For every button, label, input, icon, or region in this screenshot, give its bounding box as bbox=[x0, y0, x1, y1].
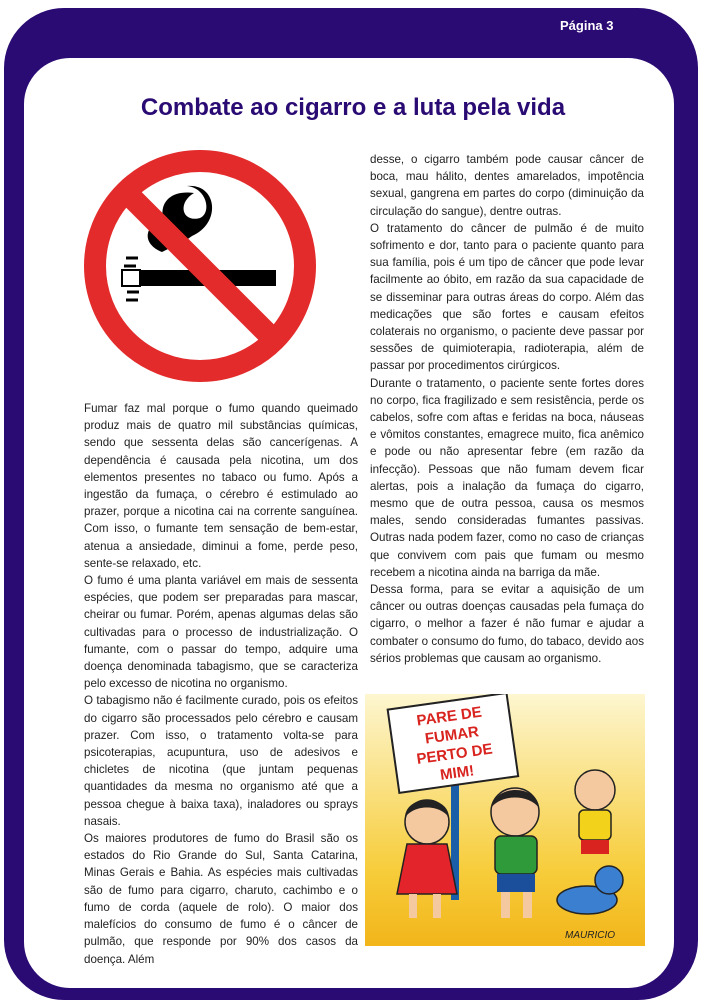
friend-character bbox=[575, 770, 615, 854]
paragraph: O fumo é uma planta variável em mais de sessenta espécies, que podem ser preparadas para mascar, cheirar ou fumar. Porém, apenas algumas delas são cultivadas para o processo de industrialização. O fumante, com o passar do tempo, adquire uma doença denominada tabagismo, que se caracteriza pelo excesso de nicotina no organismo. bbox=[84, 574, 358, 691]
girl-character bbox=[397, 800, 457, 918]
paragraph: Durante o tratamento, o paciente sente fortes dores no corpo, fica fragilizado e sem resistência, perde os cabelos, sofre com aftas e feridas na boca, náuseas e vômitos constantes, emagrece muito, fica anêmico e pode ou não apresentar febre (em razão da infecção). Pessoas que não fumam devem ficar alertas, pois a inalação da fumaça do cigarro, mesmo que de outra pessoa, causa os mesmos males, sendo consideradas fumantes passivas. Outras nada podem fazer, como no caso de crianças que convivem com pais que fumam ou mesmo recebem a nicotina ainda na barriga da mãe. bbox=[370, 376, 644, 579]
sign-text-line: MIM! bbox=[439, 762, 476, 784]
sign-text-line: PERTO DE bbox=[415, 740, 494, 769]
paragraph: Os maiores produtores de fumo do Brasil são os estados do Rio Grande do Sul, Santa Catarina, Minas Gerais e Bahia. As espécies mais cultivadas são de fumo para cigarro, charuto, cachimbo e o fumo de corda (aquele de rolo). O maior dos malefícios do consumo de fumo é o câncer de pulmão, que responde por 90% dos casos da doença. Além bbox=[84, 832, 358, 966]
no-smoking-icon bbox=[82, 148, 318, 384]
article-right-column bbox=[370, 151, 644, 667]
cartoon-illustration bbox=[365, 694, 645, 946]
page-number: Página 3 bbox=[560, 18, 614, 33]
cartoon-signature: MAURICIO bbox=[565, 930, 615, 941]
article-left-column bbox=[84, 400, 358, 968]
article-title: Combate ao cigarro e a luta pela vida bbox=[140, 94, 566, 121]
dog-character bbox=[557, 866, 623, 914]
paragraph: O tratamento do câncer de pulmão é de muito sofrimento e dor, tanto para o paciente quanto para sua família, pois é um tipo de câncer que pode levar facilmente ao óbito, em razão da sua capacidade de se disseminar para outras áreas do corpo. Além das medicações que são fortes e causam efeitos colaterais no organismo, o paciente deve passar por sessões de quimioterapia, radioterapia, além de passar por procedimentos cirúrgicos. bbox=[370, 221, 644, 373]
sign-text-line: PARE DE bbox=[415, 703, 483, 730]
paragraph: Fumar faz mal porque o fumo quando queimado produz mais de quatro mil substâncias químicas, sendo que sessenta delas são cancerígenas. A dependência é causada pela nicotina, um dos elementos presentes no tabaco ou fumo. Após a ingestão da fumaça, o cérebro é estimulado ao prazer, porque a nicotina cai na corrente sanguínea. Com isso, o fumante tem sensação de bem-estar, atenua a ansiedade, diminui a fome, perde peso, sente-se relaxado, etc. bbox=[84, 402, 358, 570]
sign-text-line: FUMAR bbox=[423, 723, 480, 748]
boy-character bbox=[491, 788, 539, 918]
paragraph: O tabagismo não é facilmente curado, pois os efeitos do cigarro são processados pelo cérebro e causam prazer. Com isso, o tratamento volta-se para psicoterapias, acupuntura, uso de adesivos e chicletes de nicotina (que juntam pequenas quantidades da mesma no organismo até que a pessoa chegue à baixa taxa), inaladores ou sprays nasais. bbox=[84, 694, 358, 828]
paragraph: desse, o cigarro também pode causar câncer de boca, mau hálito, dentes amarelados, impotência sexual, gangrena em partes do corpo (diminuição da circulação do sangue), dentre outras. bbox=[370, 153, 644, 218]
paragraph: Dessa forma, para se evitar a aquisição de um câncer ou outras doenças causadas pela fumaça do cigarro, o melhor a fazer é não fumar e ajudar a combater o consumo do fumo, do tabaco, devido aos sérios problemas que causam ao organismo. bbox=[370, 583, 644, 665]
